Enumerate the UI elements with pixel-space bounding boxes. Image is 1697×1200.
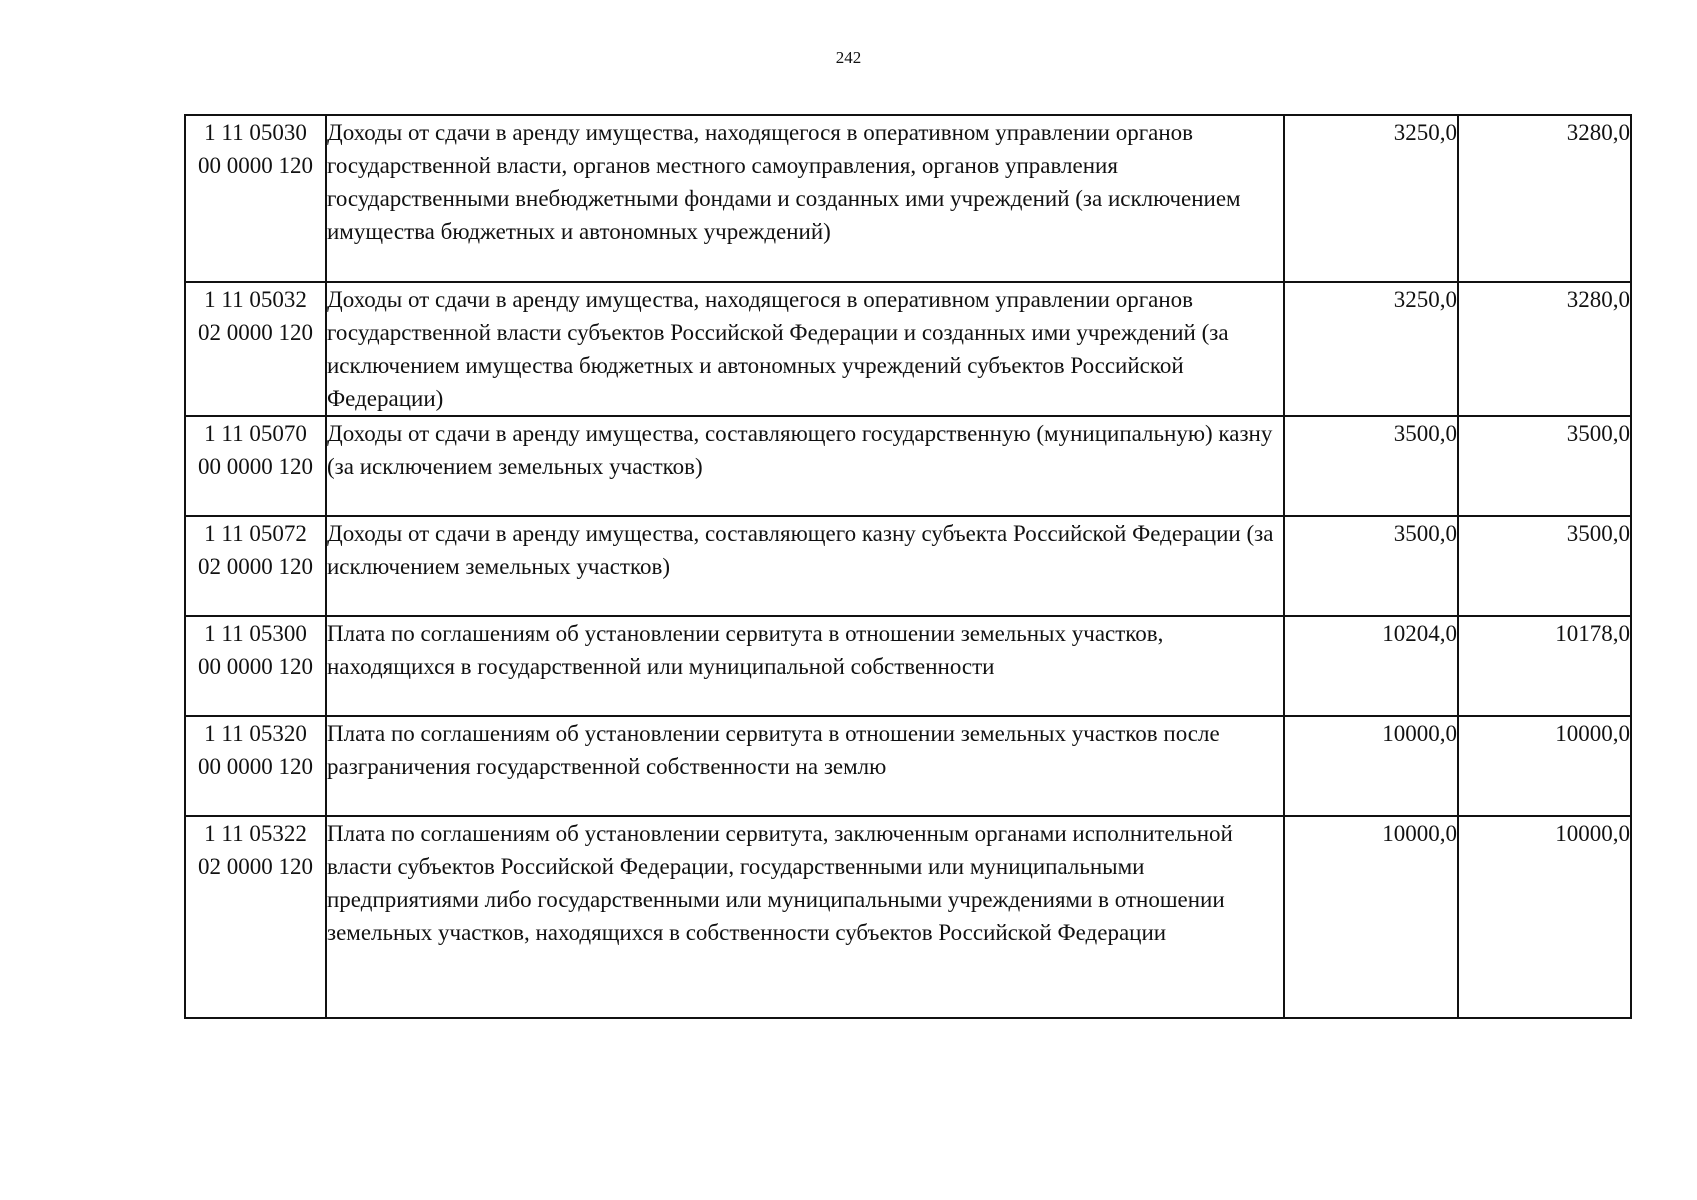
table-row [185,282,1631,416]
value-cell-second-year: 3500,0 [1458,416,1631,516]
revenue-table [184,114,1632,1019]
table-row [185,816,1631,1018]
revenue-name-cell: Плата по соглашениям об установлении сервитута, заключенным органами исполнительной власти субъектов Российской Федерации, государственными или муниципальными предприятиями либо государственными или муниципальными учреждениями в отношении земельных участков, находящихся в собственности субъектов Российской Федерации [326,816,1284,1018]
revenue-name-cell: Доходы от сдачи в аренду имущества, находящегося в оперативном управлении органов государственной власти, органов местного самоуправления, органов управления государственными внебюджетными фондами и созданных ими учреждений (за исключением имущества бюджетных и автономных учреждений) [326,115,1284,282]
revenue-name-cell: Доходы от сдачи в аренду имущества, находящегося в оперативном управлении органов государственной власти субъектов Российской Федерации и созданных ими учреждений (за исключением имущества бюджетных и автономных учреждений субъектов Российской Федерации) [326,282,1284,416]
budget-code-cell [185,282,326,416]
revenue-name-cell: Плата по соглашениям об установлении сервитута в отношении земельных участков после разграничения государственной собственности на землю [326,716,1284,816]
budget-code-cell [185,416,326,516]
table-row [185,516,1631,616]
budget-code-line: 02 0000 120 [198,854,313,879]
value-cell-second-year: 10000,0 [1458,716,1631,816]
value-cell-second-year: 3500,0 [1458,516,1631,616]
budget-code-line: 00 0000 120 [198,654,313,679]
value-cell-second-year: 3280,0 [1458,115,1631,282]
budget-code-cell [185,616,326,716]
budget-code-cell [185,516,326,616]
budget-code-line: 00 0000 120 [198,153,313,178]
budget-code-line: 00 0000 120 [198,754,313,779]
value-cell-first-year: 10000,0 [1284,816,1458,1018]
table-row [185,616,1631,716]
value-cell-first-year: 3250,0 [1284,282,1458,416]
budget-code-line: 1 11 05320 [204,721,307,746]
budget-code-line: 02 0000 120 [198,320,313,345]
value-cell-second-year: 10178,0 [1458,616,1631,716]
value-cell-second-year: 3280,0 [1458,282,1631,416]
value-cell-first-year: 10000,0 [1284,716,1458,816]
budget-code-line: 1 11 05030 [204,120,307,145]
page-number: 242 [835,48,862,67]
budget-code-cell [185,115,326,282]
budget-code-line: 00 0000 120 [198,454,313,479]
value-cell-second-year: 10000,0 [1458,816,1631,1018]
budget-code-line: 1 11 05072 [204,521,307,546]
budget-code-line: 1 11 05032 [204,287,307,312]
budget-code-line: 1 11 05322 [204,821,307,846]
budget-code-cell [185,816,326,1018]
budget-code-line: 02 0000 120 [198,554,313,579]
budget-code-line: 1 11 05300 [204,621,307,646]
table-row [185,115,1631,282]
value-cell-first-year: 3500,0 [1284,516,1458,616]
budget-code-line: 1 11 05070 [204,421,307,446]
table-row [185,416,1631,516]
revenue-name-cell: Доходы от сдачи в аренду имущества, составляющего казну субъекта Российской Федерации (за исключением земельных участков) [326,516,1284,616]
revenue-name-cell: Доходы от сдачи в аренду имущества, составляющего государственную (муниципальную) казну (за исключением земельных участков) [326,416,1284,516]
revenue-name-cell: Плата по соглашениям об установлении сервитута в отношении земельных участков, находящихся в государственной или муниципальной собственности [326,616,1284,716]
table-row [185,716,1631,816]
budget-code-cell [185,716,326,816]
value-cell-first-year: 3250,0 [1284,115,1458,282]
value-cell-first-year: 10204,0 [1284,616,1458,716]
value-cell-first-year: 3500,0 [1284,416,1458,516]
